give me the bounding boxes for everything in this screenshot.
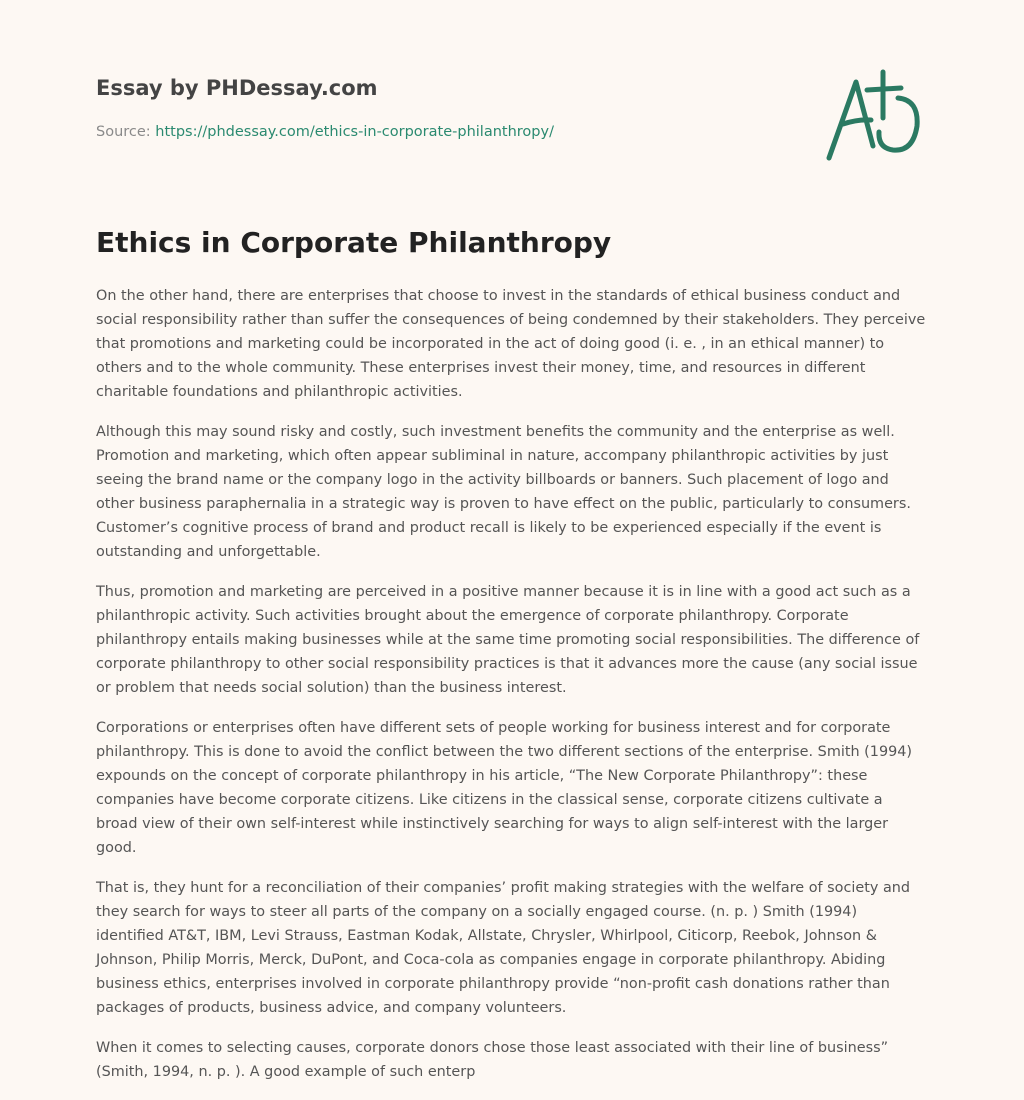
essay-title: Ethics in Corporate Philanthropy (96, 226, 612, 259)
essay-paragraph: That is, they hunt for a reconciliation of their companies’ profit making strategies with the welfare of society and they search for ways to steer all parts of the company on a socially engaged course. (n. p. ) Smith (1994) identified AT&T, IBM, Levi Strauss, Eastman Kodak, Allstate, Chrysler, Whirlpool, Citicorp, Reebok, Johnson & Johnson, Philip Morris, Merck, DuPont, and Coca-cola as companies engage in corporate philanthropy. Abiding business ethics, enterprises involved in corporate philanthropy provide “non-profit cash donations rather than packages of products, business advice, and company volunteers. (96, 880, 911, 1016)
source-label: Source: (96, 124, 156, 140)
essay-paragraph: Although this may sound risky and costly, such investment benefits the community and the enterprise as well. Promotion and marketing, which often appear subliminal in nature, accompany philanthropic activities by just seeing the brand name or the company logo in the activity billboards or banners. Such placement of logo and other business paraphernalia in a strategic way is proven to have effect on the public, particularly to consumers. Customer’s cognitive process of brand and product recall is likely to be experienced especially if the event is outstanding and unforgettable. (96, 424, 911, 560)
source-line (96, 124, 554, 140)
essay-paragraph: Corporations or enterprises often have different sets of people working for business interest and for corporate philanthropy. This is done to avoid the conflict between the two different sections of the enterprise. Smith (1994) expounds on the concept of corporate philanthropy in his article, “The New Corporate Philanthropy”: these companies have become corporate citizens. Like citizens in the classical sense, corporate citizens cultivate a broad view of their own self-interest while instinctively searching for ways to align self-interest with the larger good. (96, 720, 913, 856)
essay-paragraph: On the other hand, there are enterprises that choose to invest in the standards of ethical business conduct and social responsibility rather than suffer the consequences of being condemned by their stakeholders. They perceive that promotions and marketing could be incorporated in the act of doing good (i. e. , in an ethical manner) to others and to the whole community. These enterprises invest their money, time, and resources in different charitable foundations and philanthropic activities. (96, 288, 926, 400)
essay-header (96, 74, 928, 184)
source-link[interactable]: https://phdessay.com/ethics-in-corporate-philanthropy/ (155, 124, 554, 140)
essay-paragraph: Thus, promotion and marketing are perceived in a positive manner because it is in line with a good act such as a philanthropic activity. Such activities brought about the emergence of corporate philanthropy. Corporate philanthropy entails making businesses while at the same time promoting social responsibilities. The difference of corporate philanthropy to other social responsibility practices is that it advances more the cause (any social issue or problem that needs social solution) than the business interest. (96, 584, 920, 696)
a-plus-logo-icon (823, 68, 927, 164)
essay-paragraph: When it comes to selecting causes, corporate donors chose those least associated with their line of business” (Smith, 1994, n. p. ). A good example of such enterp (96, 1040, 889, 1080)
essay-body (96, 284, 928, 1100)
site-title: Essay by PHDessay.com (96, 76, 378, 100)
